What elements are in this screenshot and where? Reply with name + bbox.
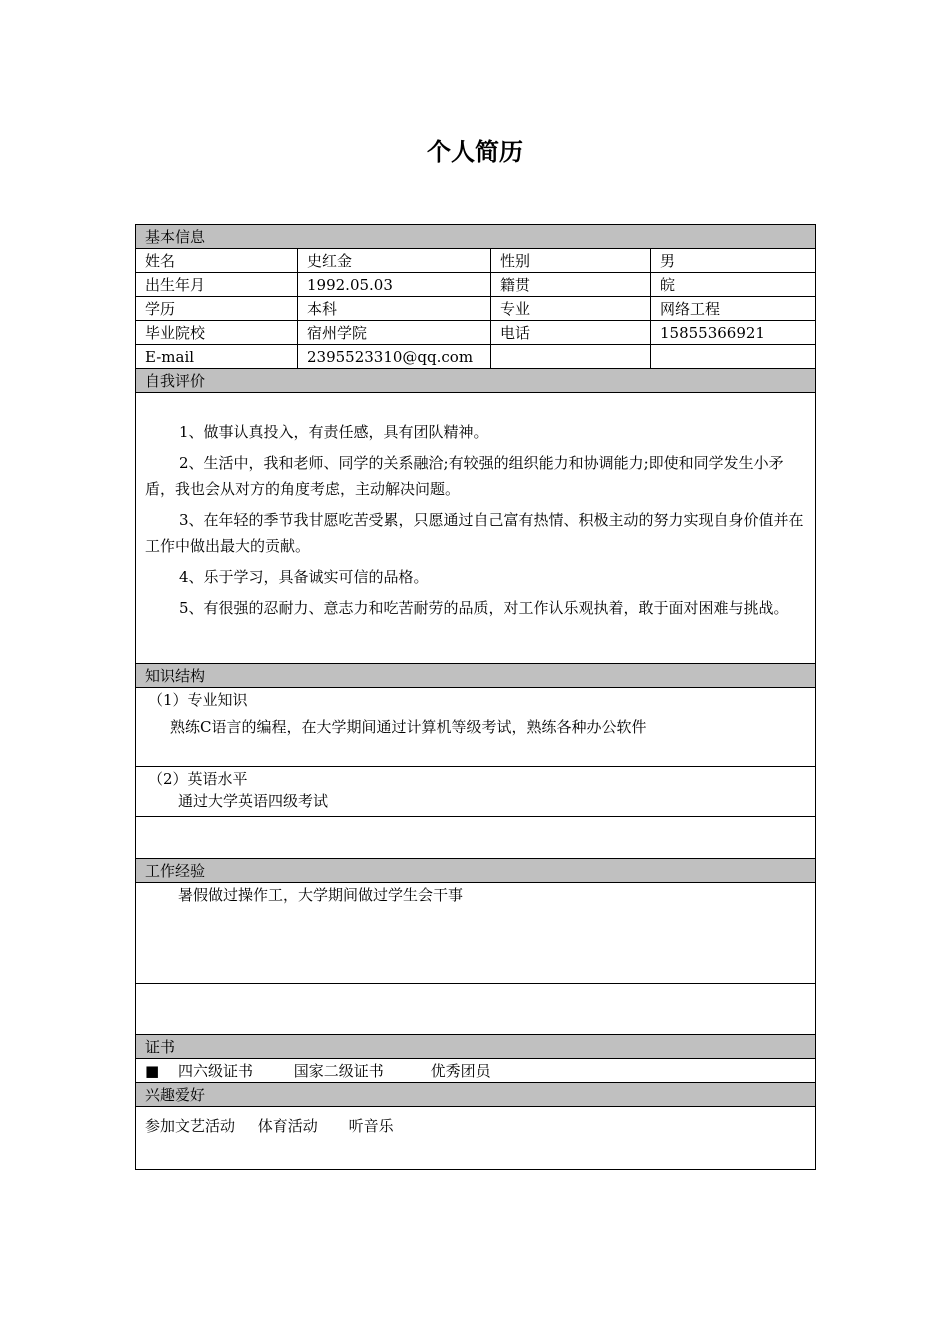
section-header-knowledge: 知识结构 <box>136 664 816 688</box>
value-native: 皖 <box>651 273 816 297</box>
professional-title: （1）专业知识 <box>148 691 248 709</box>
empty-cell <box>491 345 651 369</box>
empty-row <box>136 984 816 1035</box>
empty-cell <box>651 345 816 369</box>
self-item-3: 3、在年轻的季节我甘愿吃苦受累，只愿通过自己富有热情、积极主动的努力实现自身价值并在工作中做出最大的贡献。 <box>145 511 804 555</box>
value-birth: 1992.05.03 <box>298 273 491 297</box>
table-row <box>136 321 816 345</box>
self-evaluation-cell <box>136 393 816 664</box>
cert-item: 四六级证书 <box>177 1062 253 1080</box>
label-birth: 出生年月 <box>136 273 298 297</box>
hobby-item: 体育活动 <box>257 1117 318 1135</box>
english-title: （2）英语水平 <box>148 770 248 788</box>
label-major: 专业 <box>491 297 651 321</box>
table-row <box>136 273 816 297</box>
professional-text: 熟练C语言的编程，在大学期间通过计算机等级考试，熟练各种办公软件 <box>170 718 647 736</box>
section-header-basic: 基本信息 <box>136 225 816 249</box>
table-row <box>136 249 816 273</box>
hobby-item: 听音乐 <box>348 1117 394 1135</box>
hobby-cell <box>136 1107 816 1170</box>
empty-row <box>136 817 816 859</box>
resume-table <box>135 224 816 1170</box>
label-school: 毕业院校 <box>136 321 298 345</box>
english-text: 通过大学英语四级考试 <box>178 792 329 810</box>
hobby-item: 参加文艺活动 <box>145 1117 236 1135</box>
section-header-work: 工作经验 <box>136 859 816 883</box>
certificates-cell <box>136 1059 816 1083</box>
work-text: 暑假做过操作工，大学期间做过学生会干事 <box>178 886 464 904</box>
table-row <box>136 345 816 369</box>
label-email: E-mail <box>136 345 298 369</box>
professional-knowledge-cell <box>136 688 816 767</box>
self-item-5: 5、有很强的忍耐力、意志力和吃苦耐劳的品质，对工作认乐观执着，敢于面对困难与挑战。 <box>179 599 789 617</box>
cert-item: 优秀团员 <box>430 1062 491 1080</box>
value-name: 史红金 <box>298 249 491 273</box>
page-title: 个人简历 <box>427 138 523 166</box>
english-level-cell <box>136 767 816 817</box>
value-email: 2395523310@qq.com <box>298 345 491 369</box>
cert-item: 国家二级证书 <box>293 1062 384 1080</box>
self-item-2: 2、生活中，我和老师、同学的关系融洽;有较强的组织能力和协调能力;即使和同学发生小矛盾，我也会从对方的角度考虑，主动解决问题。 <box>145 454 784 498</box>
value-major: 网络工程 <box>651 297 816 321</box>
label-native: 籍贯 <box>491 273 651 297</box>
self-item-4: 4、乐于学习，具备诚实可信的品格。 <box>179 568 429 586</box>
work-experience-cell <box>136 883 816 984</box>
value-phone: 15855366921 <box>651 321 816 345</box>
self-item-1: 1、做事认真投入，有责任感，具有团队精神。 <box>179 423 489 441</box>
square-bullet-icon: ■ <box>145 1062 160 1080</box>
section-header-certs: 证书 <box>136 1035 816 1059</box>
label-gender: 性别 <box>491 249 651 273</box>
table-row <box>136 297 816 321</box>
value-school: 宿州学院 <box>298 321 491 345</box>
label-education: 学历 <box>136 297 298 321</box>
label-phone: 电话 <box>491 321 651 345</box>
value-gender: 男 <box>651 249 816 273</box>
value-education: 本科 <box>298 297 491 321</box>
section-header-self: 自我评价 <box>136 369 816 393</box>
label-name: 姓名 <box>136 249 298 273</box>
section-header-hobby: 兴趣爱好 <box>136 1083 816 1107</box>
